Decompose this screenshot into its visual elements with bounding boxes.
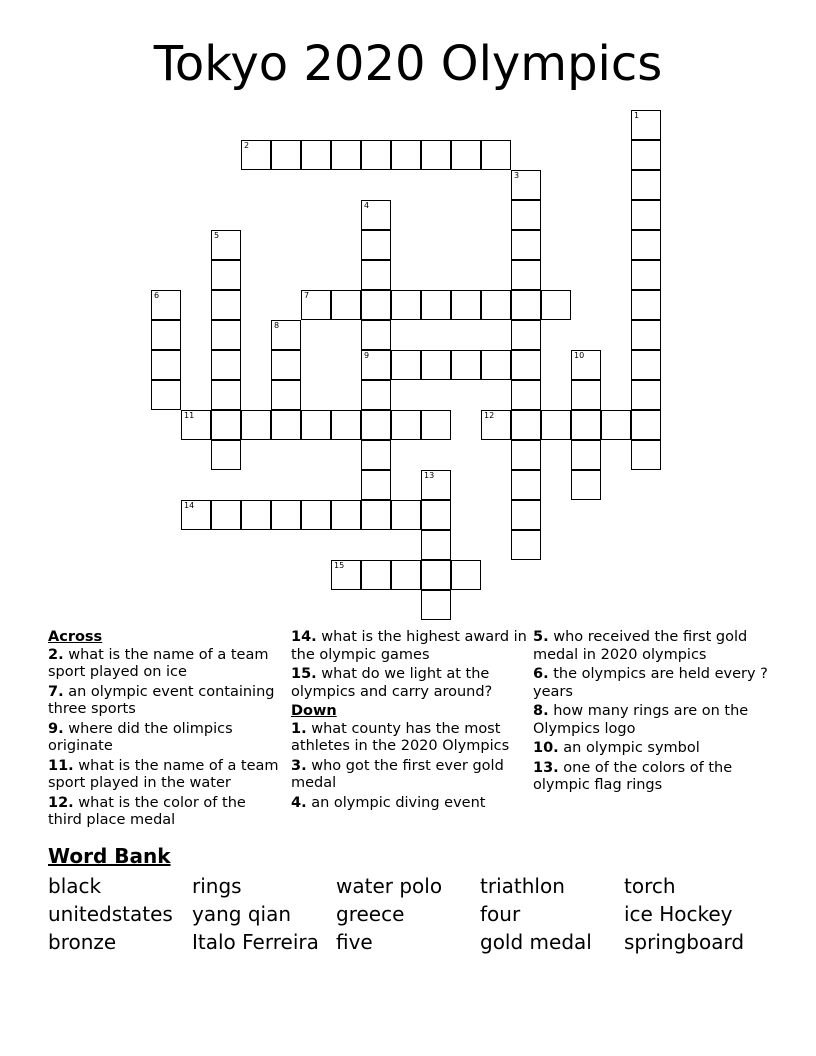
grid-cell[interactable] — [241, 410, 271, 440]
grid-cell[interactable] — [361, 230, 391, 260]
grid-cell[interactable] — [361, 140, 391, 170]
grid-cell[interactable] — [241, 500, 271, 530]
word-bank-item: springboard — [624, 930, 745, 954]
clue-down-13: 13. one of the colors of the olympic flag rings — [533, 759, 733, 793]
clue-number: 9 — [364, 351, 370, 360]
grid-cell[interactable] — [361, 470, 391, 500]
grid-cell[interactable] — [361, 560, 391, 590]
grid-cell[interactable] — [481, 410, 511, 440]
grid-cell[interactable] — [271, 350, 301, 380]
grid-cell[interactable] — [361, 290, 391, 320]
word-bank-title: Word Bank — [48, 844, 171, 868]
grid-cell[interactable] — [391, 350, 421, 380]
grid-cell[interactable] — [211, 380, 241, 410]
word-bank-item: greece — [336, 902, 405, 926]
grid-cell[interactable] — [151, 290, 181, 320]
grid-cell[interactable] — [331, 410, 361, 440]
grid-cell[interactable] — [421, 350, 451, 380]
clue-down-10: 10. an olympic symbol — [533, 740, 700, 756]
grid-cell[interactable] — [421, 470, 451, 500]
grid-cell[interactable] — [481, 350, 511, 380]
grid-cell[interactable] — [421, 530, 451, 560]
grid-cell[interactable] — [571, 350, 601, 380]
grid-cell[interactable] — [211, 320, 241, 350]
grid-cell[interactable] — [151, 320, 181, 350]
grid-cell[interactable] — [481, 140, 511, 170]
grid-cell[interactable] — [391, 140, 421, 170]
grid-cell[interactable] — [631, 350, 661, 380]
grid-cell[interactable] — [511, 260, 541, 290]
grid-cell[interactable] — [631, 230, 661, 260]
clue-number: 1 — [634, 111, 640, 120]
grid-cell[interactable] — [451, 290, 481, 320]
clue-down-5: 5. who received the first gold medal in 2020 olympics — [533, 629, 748, 663]
clue-number: 10 — [574, 351, 585, 360]
grid-cell[interactable] — [481, 290, 511, 320]
clue-across-14: 14. what is the highest award in the olympic games — [291, 629, 527, 663]
grid-cell[interactable] — [361, 380, 391, 410]
grid-cell[interactable] — [301, 290, 331, 320]
clue-number: 6 — [154, 291, 160, 300]
grid-cell[interactable] — [631, 410, 661, 440]
grid-cell[interactable] — [571, 410, 601, 440]
grid-cell[interactable] — [271, 320, 301, 350]
clue-number: 2 — [244, 141, 250, 150]
grid-cell[interactable] — [211, 440, 241, 470]
grid-cell[interactable] — [361, 410, 391, 440]
grid-cell[interactable] — [391, 290, 421, 320]
clue-across-9: 9. where did the olimpics originate — [48, 720, 233, 754]
grid-cell[interactable] — [301, 140, 331, 170]
grid-cell[interactable] — [631, 170, 661, 200]
word-bank-item: unitedstates — [48, 902, 173, 926]
grid-cell[interactable] — [301, 500, 331, 530]
grid-cell[interactable] — [571, 470, 601, 500]
grid-cell[interactable] — [211, 230, 241, 260]
clue-across-7: 7. an olympic event containing three sports — [48, 683, 275, 717]
clue-number: 12 — [484, 411, 495, 420]
grid-cell[interactable] — [451, 350, 481, 380]
grid-cell[interactable] — [631, 290, 661, 320]
word-bank-item: black — [48, 874, 102, 898]
grid-cell[interactable] — [451, 560, 481, 590]
word-bank-item: ice Hockey — [624, 902, 733, 926]
clue-number: 7 — [304, 291, 310, 300]
grid-cell[interactable] — [361, 440, 391, 470]
word-bank-item: five — [336, 930, 373, 954]
grid-cell[interactable] — [361, 260, 391, 290]
grid-cell[interactable] — [181, 500, 211, 530]
clue-across-12: 12. what is the color of the third place medal — [48, 794, 246, 828]
grid-cell[interactable] — [631, 320, 661, 350]
grid-cell[interactable] — [421, 410, 451, 440]
word-bank-item: gold medal — [480, 930, 592, 954]
grid-cell[interactable] — [271, 410, 301, 440]
down-heading: Down — [291, 703, 337, 719]
grid-cell[interactable] — [511, 320, 541, 350]
grid-cell[interactable] — [631, 140, 661, 170]
grid-cell[interactable] — [511, 410, 541, 440]
clues-column-1 — [48, 629, 284, 832]
word-bank-item: four — [480, 902, 521, 926]
grid-cell[interactable] — [331, 500, 361, 530]
word-bank-item: rings — [192, 874, 242, 898]
grid-cell[interactable] — [211, 260, 241, 290]
grid-cell[interactable] — [511, 200, 541, 230]
clue-number: 4 — [364, 201, 370, 210]
grid-cell[interactable] — [571, 380, 601, 410]
grid-cell[interactable] — [631, 440, 661, 470]
clue-number: 11 — [184, 411, 195, 420]
grid-cell[interactable] — [511, 470, 541, 500]
clue-number: 14 — [184, 501, 195, 510]
grid-cell[interactable] — [421, 500, 451, 530]
grid-cell[interactable] — [271, 380, 301, 410]
grid-cell[interactable] — [631, 200, 661, 230]
clue-number: 15 — [334, 561, 345, 570]
grid-cell[interactable] — [511, 440, 541, 470]
grid-cell[interactable] — [421, 590, 451, 620]
grid-cell[interactable] — [511, 530, 541, 560]
grid-cell[interactable] — [511, 380, 541, 410]
grid-cell[interactable] — [631, 380, 661, 410]
grid-cell[interactable] — [511, 170, 541, 200]
grid-cell[interactable] — [511, 230, 541, 260]
grid-cell[interactable] — [361, 200, 391, 230]
word-bank-item: yang qian — [192, 902, 292, 926]
clues-column-3 — [533, 629, 769, 797]
grid-cell[interactable] — [271, 500, 301, 530]
grid-cell[interactable] — [331, 290, 361, 320]
word-bank-item: water polo — [336, 874, 443, 898]
grid-cell[interactable] — [601, 410, 631, 440]
grid-cell[interactable] — [331, 140, 361, 170]
grid-cell[interactable] — [541, 290, 571, 320]
grid-cell[interactable] — [571, 440, 601, 470]
grid-cell[interactable] — [211, 290, 241, 320]
grid-cell[interactable] — [331, 560, 361, 590]
clue-down-3: 3. who got the first ever gold medal — [291, 757, 504, 791]
word-bank-item: torch — [624, 874, 676, 898]
grid-cell[interactable] — [421, 290, 451, 320]
grid-cell[interactable] — [301, 410, 331, 440]
clue-number: 13 — [424, 471, 435, 480]
grid-cell[interactable] — [181, 410, 211, 440]
clues-column-2 — [291, 629, 527, 814]
grid-cell[interactable] — [211, 500, 241, 530]
clue-across-11: 11. what is the name of a team sport played in the water — [48, 757, 279, 791]
clue-down-6: 6. the olympics are held every ? years — [533, 666, 768, 700]
grid-cell[interactable] — [511, 350, 541, 380]
page-title: Tokyo 2020 Olympics — [153, 36, 663, 92]
grid-cell[interactable] — [241, 140, 271, 170]
grid-cell[interactable] — [391, 500, 421, 530]
word-bank-item: Italo Ferreira — [192, 930, 319, 954]
clue-across-15: 15. what do we light at the olympics and carry around? — [291, 666, 493, 700]
grid-cell[interactable] — [421, 560, 451, 590]
grid-cell[interactable] — [451, 140, 481, 170]
clue-number: 3 — [514, 171, 520, 180]
grid-cell[interactable] — [151, 380, 181, 410]
grid-cell[interactable] — [511, 290, 541, 320]
grid-cell[interactable] — [631, 110, 661, 140]
clue-number: 8 — [274, 321, 280, 330]
grid-cell[interactable] — [211, 410, 241, 440]
clue-down-8: 8. how many rings are on the Olympics logo — [533, 703, 749, 737]
grid-cell[interactable] — [211, 350, 241, 380]
across-heading: Across — [48, 629, 103, 645]
grid-cell[interactable] — [361, 500, 391, 530]
word-bank-item: triathlon — [480, 874, 565, 898]
clue-across-2: 2. what is the name of a team sport played on ice — [48, 646, 269, 680]
clue-down-1: 1. what county has the most athletes in the 2020 Olympics — [291, 720, 510, 754]
grid-cell[interactable] — [361, 350, 391, 380]
grid-cell[interactable] — [631, 260, 661, 290]
grid-cell[interactable] — [271, 140, 301, 170]
grid-cell[interactable] — [511, 500, 541, 530]
clue-number: 5 — [214, 231, 220, 240]
grid-cell[interactable] — [151, 350, 181, 380]
grid-cell[interactable] — [361, 320, 391, 350]
grid-cell[interactable] — [391, 410, 421, 440]
clue-down-4: 4. an olympic diving event — [291, 794, 486, 811]
grid-cell[interactable] — [391, 560, 421, 590]
grid-cell[interactable] — [541, 410, 571, 440]
grid-cell[interactable] — [421, 140, 451, 170]
word-bank-item: bronze — [48, 930, 117, 954]
